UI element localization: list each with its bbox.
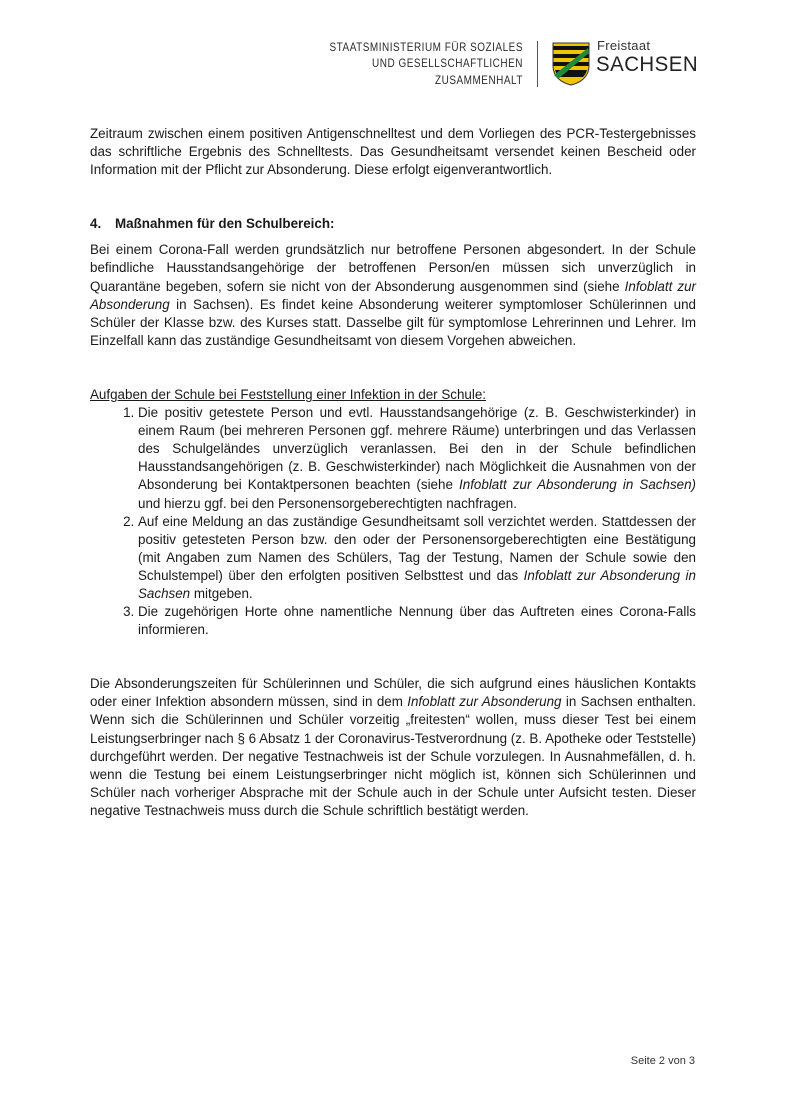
tasks-list <box>90 404 696 639</box>
section-heading <box>90 215 696 233</box>
list-item <box>138 404 696 513</box>
section-title: Maßnahmen für den Schulbereich: <box>115 216 335 232</box>
item-1-text-2: und hierzu ggf. bei den Personensorgeberechtigten nachfragen. <box>138 495 517 511</box>
item-2-italic-ref: Infoblatt zur Absonderung in Sachsen <box>138 567 696 601</box>
item-2-text-1: Auf eine Meldung an das zuständige Gesundheitsamt soll verzichtet werden. Stattdessen der positiv getesteten Person bzw. den oder der Personensorgeberechtigten eine Bestätigung (mit Angaben zum Namen des Schülers, Tag der Testung, Namen der Schule sowie den Schulstempel) über den erfolgten positiven Selbsttest und das <box>138 513 696 583</box>
item-1-text-1: Die positiv getestete Person und evtl. Hausstandsangehörige (z. B. Geschwisterkinder) in einem Raum (bei mehreren Personen ggf. mehrere Räume) unterbringen und das Verlassen des Schulgeländes unverzüglich veranlassen. Bei den in der Schule befindlichen Hausstandsangehörigen (z. B. Geschwisterkinder) nach Möglichkeit die Ausnahmen von der Absonderung bei Kontaktpersonen beachten (siehe <box>138 405 696 493</box>
isolation-paragraph <box>90 675 696 820</box>
ministry-line-1: STAATSMINISTERIUM FÜR SOZIALES <box>329 41 523 54</box>
list-item <box>138 603 696 639</box>
page-number: Seite 2 von 3 <box>630 1055 695 1067</box>
header-divider <box>537 41 538 87</box>
coat-of-arms-icon <box>552 42 590 86</box>
ministry-line-3: ZUSAMMENHALT <box>434 73 523 87</box>
item-2-text-2: mitgeben. <box>190 585 253 601</box>
isolation-italic-ref: Infoblatt zur Absonderung <box>407 694 562 710</box>
policy-text-2: in Sachsen). Es findet keine Absonderung weiterer symptomloser Schülerinnen und Schüler der Klasse bzw. des Kurses statt. Dasselbe gilt für symptomlose Lehrerinnen und Lehrer. Im Einzelfall kann das zuständige Gesundheitsamt von diesem Vorgehen abweichen. <box>90 296 696 348</box>
logo-freistaat: Freistaat <box>597 38 651 53</box>
policy-text-1: Bei einem Corona-Fall werden grundsätzlich nur betroffene Personen abgesondert. In der Schule befindliche Hausstandsangehörige der betroffenen Person/en müssen sich unverzüglich in Quarantäne begeben, sofern sie nicht von der Absonderung ausgenommen sind (siehe <box>90 242 696 294</box>
isolation-text-2: in Sachsen enthalten. Wenn sich die Schülerinnen und Schüler vorzeitig „freitesten“ wollen, muss dieser Test bei einem Leistungserbringer nach § 6 Absatz 1 der Coronavirus-Testverordnung (z. B. Apotheke oder Teststelle) durchgeführt werden. Der negative Testnachweis ist der Schule vorzulegen. In Ausnahmefällen, d. h. wenn die Testung bei einem Leistungserbringer nicht möglich ist, können sich Schülerinnen und Schüler nach vorheriger Absprache mit der Schule auch in der Schule unter Aufsicht testen. Dieser negative Testnachweis muss durch die Schule schriftlich bestätigt werden. <box>90 694 696 818</box>
policy-paragraph <box>90 241 696 350</box>
policy-italic-ref: Infoblatt zur Absonderung <box>90 278 697 312</box>
isolation-text-1: Die Absonderungszeiten für Schülerinnen und Schüler, die sich aufgrund eines häuslichen Kontakts oder einer Infektion absondern müssen, sind in dem <box>90 676 696 710</box>
letterhead <box>0 38 789 90</box>
tasks-title: Aufgaben der Schule bei Feststellung einer Infektion in der Schule: <box>90 386 487 402</box>
ministry-name <box>330 40 524 89</box>
list-item <box>138 513 696 603</box>
document-body <box>90 125 696 820</box>
item-3-text: Die zugehörigen Horte ohne namentliche Nennung über das Auftreten eines Corona-Falls informieren. <box>138 604 696 638</box>
item-1-italic-ref: Infoblatt zur Absonderung in Sachsen) <box>459 477 697 493</box>
section-number: 4. <box>90 216 102 232</box>
ministry-line-2: UND GESELLSCHAFTLICHEN <box>372 57 523 71</box>
logo-sachsen: SACHSEN <box>596 52 699 76</box>
intro-paragraph: Zeitraum zwischen einem positiven Antigenschnelltest und dem Vorliegen des PCR-Testergebnisses das schriftliche Ergebnis des Schnelltests. Das Gesundheitsamt versendet keinen Bescheid oder Information mit der Pflicht zur Absonderung. Diese erfolgt eigenverantwortlich. <box>90 126 696 178</box>
